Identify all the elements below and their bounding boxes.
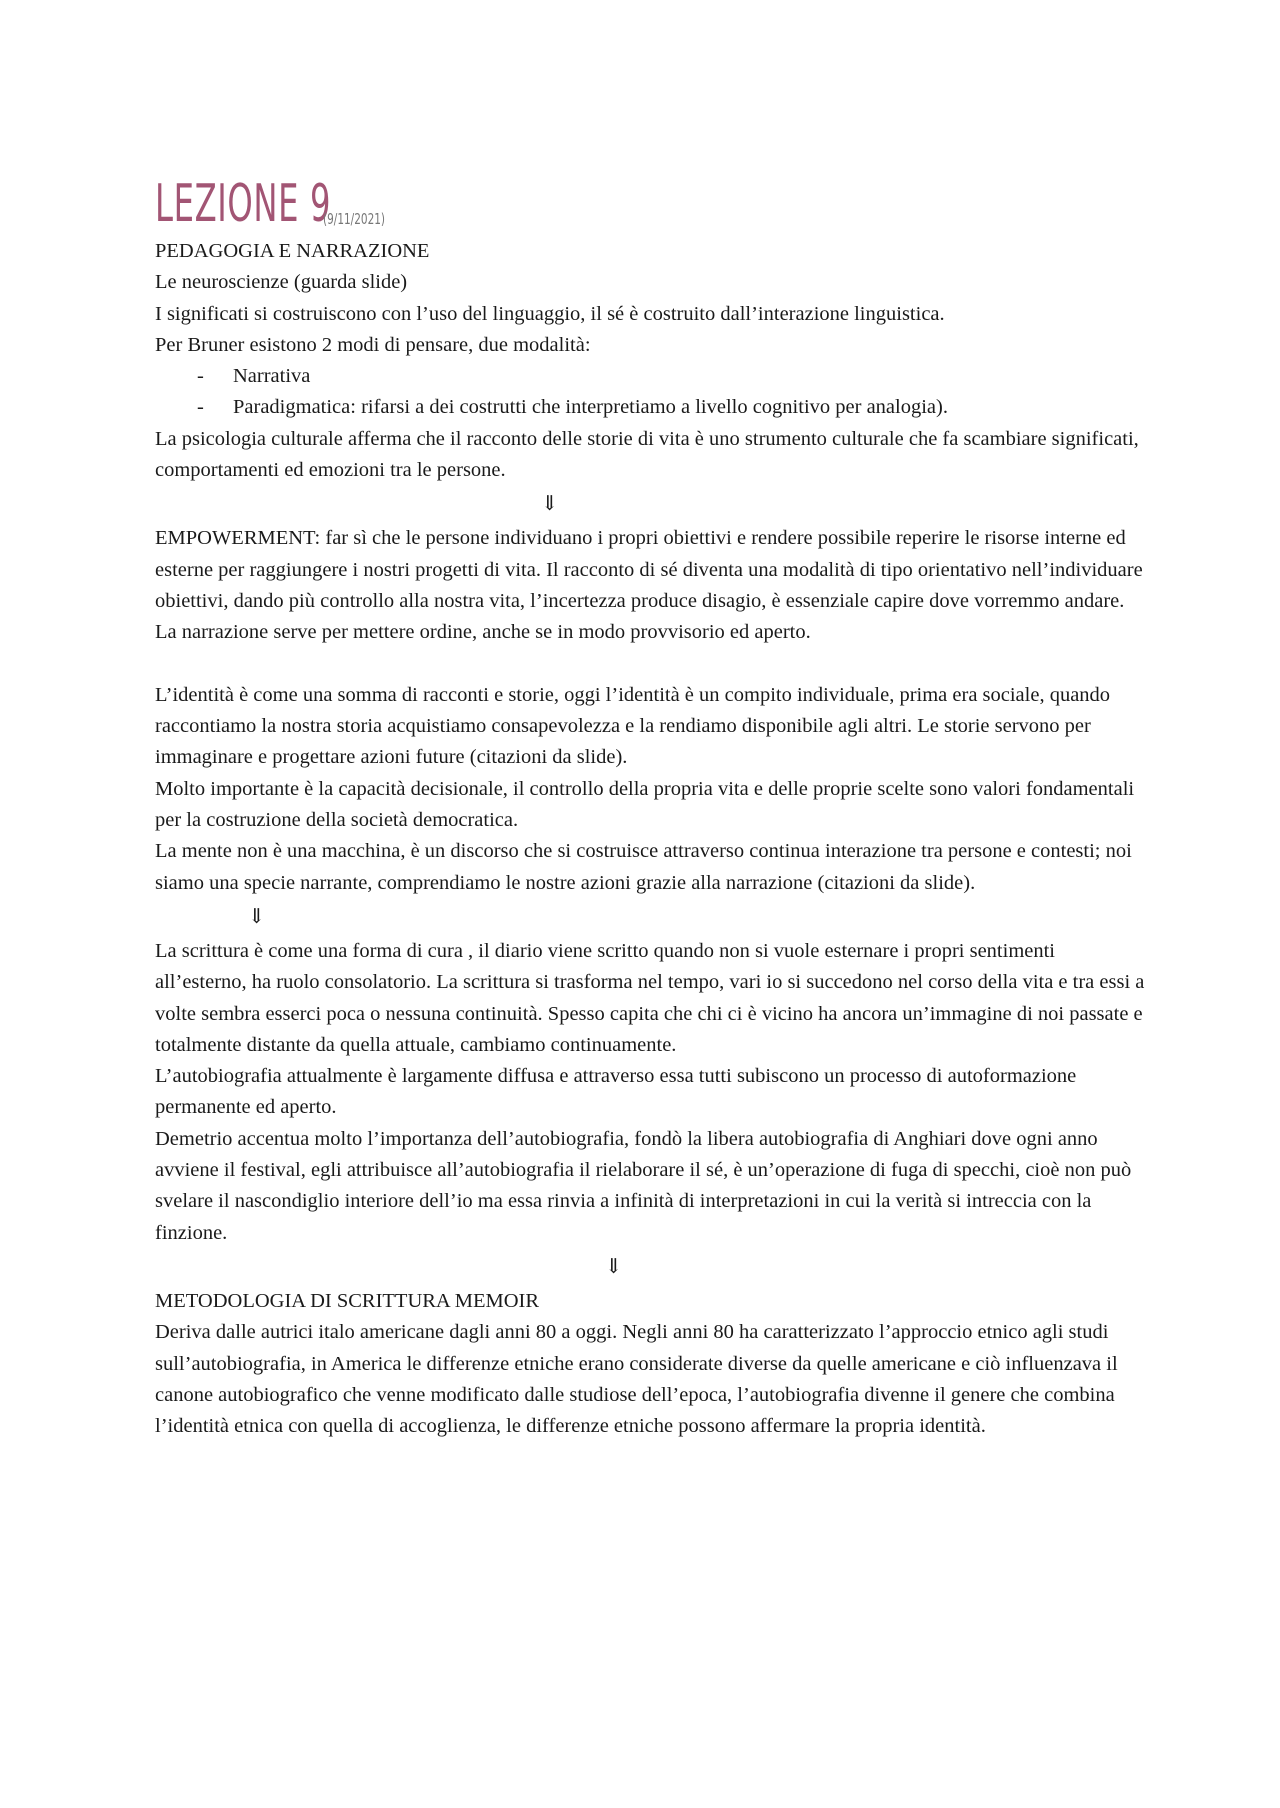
bruner-modes-list	[155, 361, 1145, 424]
paragraph-empowerment: EMPOWERMENT: far sì che le persone individuano i propri obiettivi e rendere possibile reperire le risorse interne ed esterne per raggiungere i nostri progetti di vita. Il racconto di sé diventa una modalità di tipo orientativo nell’individuare obiettivi, dando più controllo alla nostra vita, l’incertezza produce disagio, è essenziale capire dove vorremmo andare.	[155, 527, 1143, 612]
paragraph: La narrazione serve per mettere ordine, anche se in modo provvisorio ed aperto.	[155, 621, 811, 644]
list-dash: -	[197, 365, 204, 388]
list-item-text: Narrativa	[233, 365, 311, 388]
paragraph: L’identità è come una somma di racconti e storie, oggi l’identità è un compito individuale, prima era sociale, quando raccontiamo la nostra storia acquistiamo consapevolezza e la rendiamo disponibile agli altri. Le storie servono per immaginare e progettare azioni future (citazioni da slide).	[155, 683, 1111, 769]
list-item-text: Paradigmatica: rifarsi a dei costrutti che interpretiamo a livello cognitivo per analogia).	[233, 396, 948, 419]
down-arrow-icon: ⇓	[248, 905, 266, 928]
paragraph: Deriva dalle autrici italo americane dagli anni 80 a oggi. Negli anni 80 ha caratterizzato l’approccio etnico agli studi sull’autobiografia, in America le differenze etniche erano considerate diverse da quelle americane e ciò influenzava il canone autobiografico che venne modificato dalle studiose dell’epoca, l’autobiografia divenne il genere che combina l’identità etnica con quella di accoglienza, le differenze etniche possono affermare la propria identità.	[155, 1321, 1118, 1438]
paragraph: L’autobiografia attualmente è largamente diffusa e attraverso essa tutti subiscono un processo di autoformazione permanente ed aperto.	[155, 1065, 1077, 1119]
paragraph: Le neuroscienze (guarda slide)	[155, 271, 408, 294]
paragraph: La mente non è una macchina, è un discorso che si costruisce attraverso continua interazione tra persone e contesti; noi siamo una specie narrante, comprendiamo le nostre azioni grazie alla narrazione (citazioni da slide).	[155, 840, 1132, 894]
paragraph: La psicologia culturale afferma che il racconto delle storie di vita è uno strumento culturale che fa scambiare significati, comportamenti ed emozioni tra le persone.	[155, 427, 1139, 482]
down-arrow-icon: ⇓	[605, 1255, 623, 1278]
paragraph: I significati si costruiscono con l’uso del linguaggio, il sé è costruito dall’interazione linguistica.	[155, 302, 945, 325]
lesson-date: (9/11/2021)	[323, 210, 386, 228]
section-heading-pedagogia: PEDAGOGIA E NARRAZIONE	[155, 240, 430, 262]
list-dash: -	[197, 396, 204, 419]
arrow-divider	[155, 1249, 1145, 1286]
paragraph: Demetrio accentua molto l’importanza dell’autobiografia, fondò la libera autobiografia di Anghiari dove ogni anno avviene il festival, egli attribuisce all’autobiografia il rielaborare il sé, è un’operazione di fuga di specchi, cioè non può svelare il nascondiglio interiore dell’io ma essa rinvia a infinità di interpretazioni in cui la verità si intreccia con la finzione.	[155, 1127, 1132, 1244]
document-page	[155, 160, 1145, 1442]
blank-line	[155, 649, 1145, 680]
paragraph: La scrittura è come una forma di cura , il diario viene scritto quando non si vuole esternare i propri sentimenti all’esterno, ha ruolo consolatorio. La scrittura si trasforma nel tempo, vari io si succedono nel corso della vita e tra essi a volte sembra esserci poca o nessuna continuità. Spesso capita che chi ci è vicino ha ancora un’immagine di noi passate e totalmente distante da quella attuale, cambiamo continuamente.	[155, 939, 1145, 1056]
list-item	[155, 361, 1145, 392]
page-title: LEZIONE 9	[155, 174, 332, 234]
paragraph: Molto importante è la capacità decisionale, il controllo della propria vita e delle proprie scelte sono valori fondamentali per la costruzione della società democratica.	[155, 777, 1135, 832]
list-item	[155, 392, 1145, 423]
paragraph: Per Bruner esistono 2 modi di pensare, due modalità:	[155, 333, 591, 356]
arrow-divider	[155, 486, 1145, 523]
title-row	[155, 160, 1145, 236]
section-heading-memoir: METODOLOGIA DI SCRITTURA MEMOIR	[155, 1289, 540, 1312]
down-arrow-icon: ⇓	[541, 493, 559, 516]
arrow-divider	[155, 899, 1145, 936]
